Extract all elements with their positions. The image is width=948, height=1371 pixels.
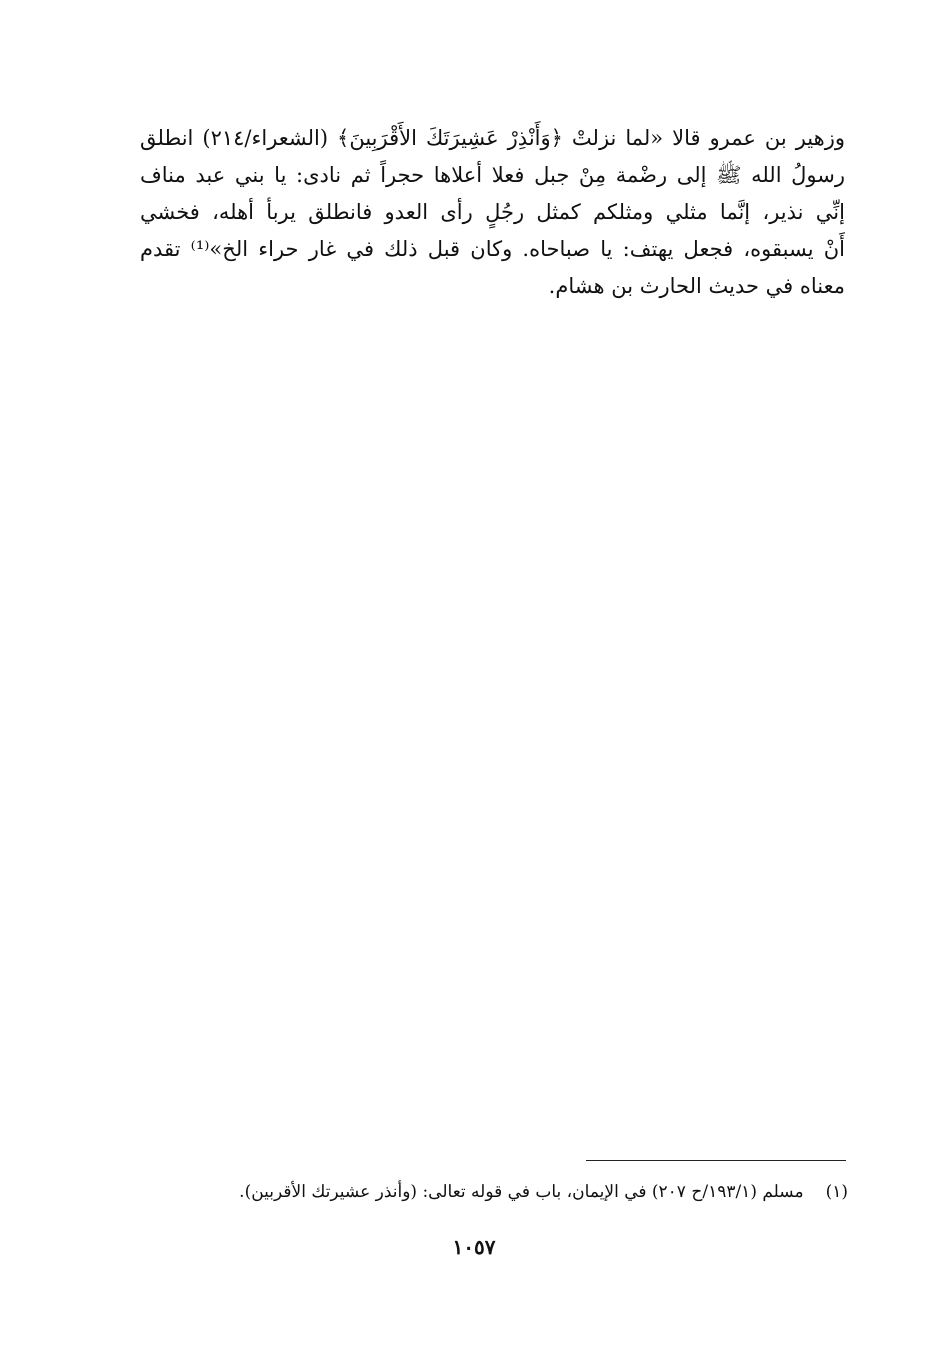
footnote-divider xyxy=(586,1160,846,1161)
text-line: رسولُ الله ﷺ إلى رضْمة مِنْ جبل فعلا أعلاها حجراً ثم نادى: يا بني عبد مناف xyxy=(140,163,845,187)
text-line: وزهير بن عمرو قالا «لما نزلتْ ﴿وَأَنْذِرْ عَشِيرَتَكَ الأَقْرَبِينَ﴾ (الشعراء/٢١٤) انطلق xyxy=(140,126,845,150)
main-text xyxy=(140,120,845,305)
text-line: إنِّي نذير، إنَّما مثلي ومثلكم كمثل رجُلٍ رأى العدو فانطلق يربأ أهله، فخشي xyxy=(140,200,845,224)
text-line: معناه في حديث الحارث بن هشام. xyxy=(548,274,845,298)
footnote xyxy=(200,1178,848,1206)
footnote-number: (١) xyxy=(825,1182,848,1202)
page-number: ١٠٥٧ xyxy=(452,1235,496,1259)
footnote-text: مسلم (١٩٣/١/ح ٢٠٧) في الإيمان، باب في قوله تعالى: (وأنذر عشيرتك الأقربين). xyxy=(239,1182,804,1202)
text-line: أَنْ يسبقوه، فجعل يهتف: يا صباحاه. وكان قبل ذلك في غار حراء الخ»⁽¹⁾ تقدم xyxy=(140,237,845,261)
